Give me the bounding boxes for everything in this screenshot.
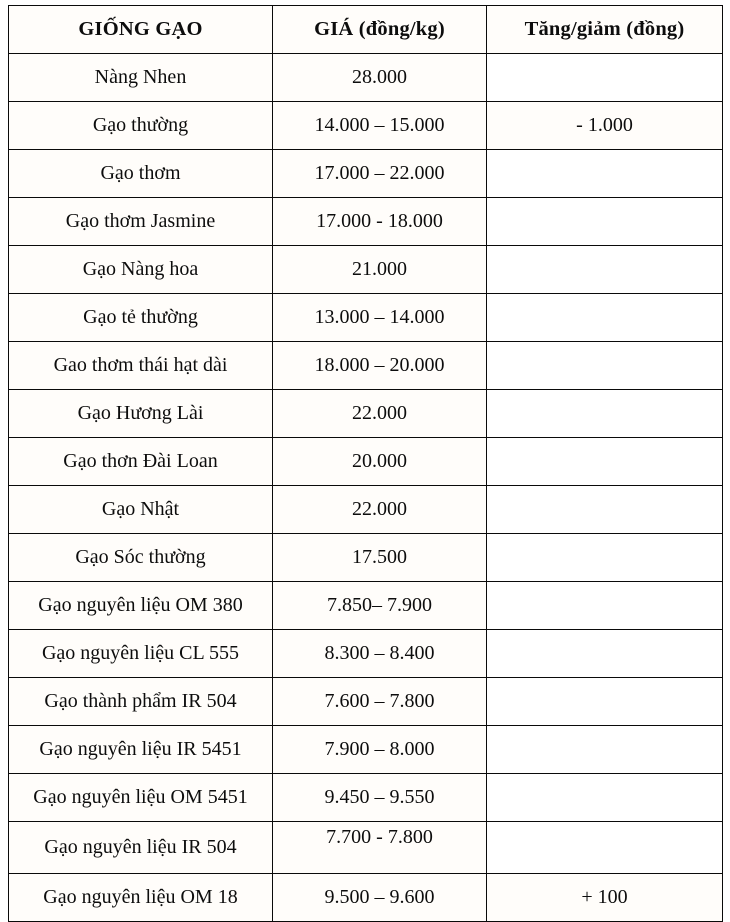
cell-variety: Gạo nguyên liệu IR 5451 xyxy=(9,726,273,774)
cell-price: 17.500 xyxy=(273,534,487,582)
cell-price: 7.850– 7.900 xyxy=(273,582,487,630)
table-row xyxy=(9,874,723,922)
rice-price-table xyxy=(8,5,723,922)
cell-price: 14.000 – 15.000 xyxy=(273,102,487,150)
cell-price: 9.450 – 9.550 xyxy=(273,774,487,822)
cell-variety: Gạo nguyên liệu OM 18 xyxy=(9,874,273,922)
table-row xyxy=(9,534,723,582)
table-row xyxy=(9,198,723,246)
cell-price: 8.300 – 8.400 xyxy=(273,630,487,678)
cell-price: 13.000 – 14.000 xyxy=(273,294,487,342)
cell-change: + 100 xyxy=(487,874,723,922)
cell-variety: Gạo thơn Đài Loan xyxy=(9,438,273,486)
cell-price: 21.000 xyxy=(273,246,487,294)
cell-change xyxy=(487,726,723,774)
cell-variety: Gạo Sóc thường xyxy=(9,534,273,582)
cell-price: 22.000 xyxy=(273,486,487,534)
table-row xyxy=(9,582,723,630)
table-row xyxy=(9,246,723,294)
cell-variety: Gạo tẻ thường xyxy=(9,294,273,342)
cell-change xyxy=(487,198,723,246)
cell-variety: Gạo Nàng hoa xyxy=(9,246,273,294)
table-row xyxy=(9,102,723,150)
cell-price: 17.000 – 22.000 xyxy=(273,150,487,198)
cell-price: 7.700 - 7.800 xyxy=(273,822,487,874)
table-row xyxy=(9,630,723,678)
cell-variety: Gao thơm thái hạt dài xyxy=(9,342,273,390)
column-header-change: Tăng/giảm (đồng) xyxy=(487,6,723,54)
cell-price: 17.000 - 18.000 xyxy=(273,198,487,246)
cell-change xyxy=(487,150,723,198)
cell-price: 20.000 xyxy=(273,438,487,486)
cell-change xyxy=(487,342,723,390)
table-row xyxy=(9,150,723,198)
table-row xyxy=(9,486,723,534)
cell-change xyxy=(487,54,723,102)
table-row xyxy=(9,822,723,874)
cell-variety: Nàng Nhen xyxy=(9,54,273,102)
cell-variety: Gạo thơm Jasmine xyxy=(9,198,273,246)
cell-variety: Gạo thành phẩm IR 504 xyxy=(9,678,273,726)
cell-change xyxy=(487,822,723,874)
cell-variety: Gạo thơm xyxy=(9,150,273,198)
cell-change xyxy=(487,486,723,534)
column-header-variety: GIỐNG GẠO xyxy=(9,6,273,54)
cell-change xyxy=(487,294,723,342)
cell-change xyxy=(487,534,723,582)
cell-price: 28.000 xyxy=(273,54,487,102)
cell-change: - 1.000 xyxy=(487,102,723,150)
table-row xyxy=(9,726,723,774)
table-header xyxy=(9,6,723,54)
cell-variety: Gạo nguyên liệu IR 504 xyxy=(9,822,273,874)
cell-variety: Gạo Hương Lài xyxy=(9,390,273,438)
cell-change xyxy=(487,582,723,630)
column-header-price: GIÁ (đồng/kg) xyxy=(273,6,487,54)
cell-variety: Gạo nguyên liệu CL 555 xyxy=(9,630,273,678)
table-row xyxy=(9,774,723,822)
table-body xyxy=(9,54,723,922)
table-header-row xyxy=(9,6,723,54)
cell-change xyxy=(487,438,723,486)
table-row xyxy=(9,342,723,390)
table-row xyxy=(9,438,723,486)
cell-variety: Gạo thường xyxy=(9,102,273,150)
table-row xyxy=(9,678,723,726)
table-row xyxy=(9,54,723,102)
cell-price: 7.900 – 8.000 xyxy=(273,726,487,774)
table-row xyxy=(9,390,723,438)
table-row xyxy=(9,294,723,342)
cell-change xyxy=(487,630,723,678)
cell-price: 9.500 – 9.600 xyxy=(273,874,487,922)
cell-price: 22.000 xyxy=(273,390,487,438)
cell-change xyxy=(487,774,723,822)
cell-variety: Gạo Nhật xyxy=(9,486,273,534)
cell-change xyxy=(487,390,723,438)
cell-price: 7.600 – 7.800 xyxy=(273,678,487,726)
cell-variety: Gạo nguyên liệu OM 380 xyxy=(9,582,273,630)
cell-variety: Gạo nguyên liệu OM 5451 xyxy=(9,774,273,822)
cell-change xyxy=(487,678,723,726)
cell-price: 18.000 – 20.000 xyxy=(273,342,487,390)
cell-change xyxy=(487,246,723,294)
